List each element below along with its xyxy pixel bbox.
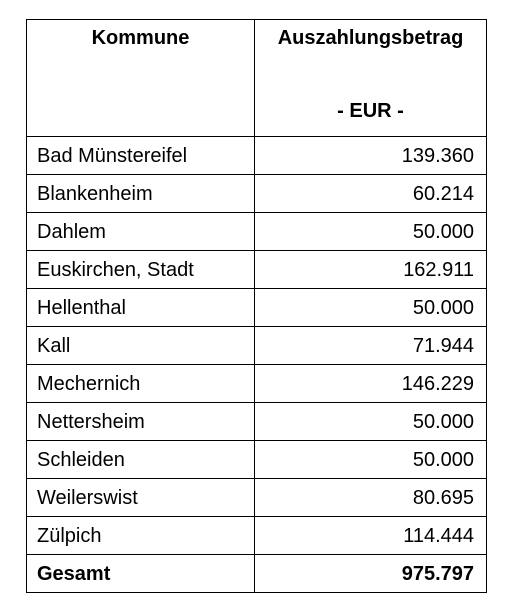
municipality-cell: Kall [27,327,255,365]
table-row [27,213,487,251]
amount-cell: 50.000 [255,213,487,251]
municipality-cell: Schleiden [27,441,255,479]
amount-cell: 162.911 [255,251,487,289]
amount-cell: 60.214 [255,175,487,213]
table-row [27,403,487,441]
amount-cell: 50.000 [255,403,487,441]
table-row [27,327,487,365]
amount-cell: 146.229 [255,365,487,403]
municipality-cell: Blankenheim [27,175,255,213]
table-body [27,137,487,593]
column-header-municipality [27,20,255,137]
column-header-municipality-label: Kommune [91,27,190,49]
table-header [27,20,487,137]
municipality-cell: Bad Münstereifel [27,137,255,175]
total-label: Gesamt [27,555,255,593]
municipality-cell: Dahlem [27,213,255,251]
amount-cell: 71.944 [255,327,487,365]
municipality-cell: Euskirchen, Stadt [27,251,255,289]
amount-cell: 50.000 [255,441,487,479]
table-row [27,251,487,289]
table-row [27,137,487,175]
column-header-amount [255,20,487,137]
amount-cell: 80.695 [255,479,487,517]
municipality-cell: Hellenthal [27,289,255,327]
municipality-cell: Nettersheim [27,403,255,441]
municipality-cell: Zülpich [27,517,255,555]
municipality-cell: Weilerswist [27,479,255,517]
column-header-unit: - EUR - [337,100,404,122]
amount-cell: 139.360 [255,137,487,175]
table-row [27,479,487,517]
column-header-amount-label: Auszahlungsbetrag [277,27,464,49]
table-row [27,517,487,555]
table-row [27,175,487,213]
table-row [27,441,487,479]
municipality-cell: Mechernich [27,365,255,403]
total-row [27,555,487,593]
payout-table [26,19,487,593]
total-amount: 975.797 [255,555,487,593]
table-row [27,365,487,403]
table-row [27,289,487,327]
header-row [27,20,487,137]
amount-cell: 114.444 [255,517,487,555]
amount-cell: 50.000 [255,289,487,327]
